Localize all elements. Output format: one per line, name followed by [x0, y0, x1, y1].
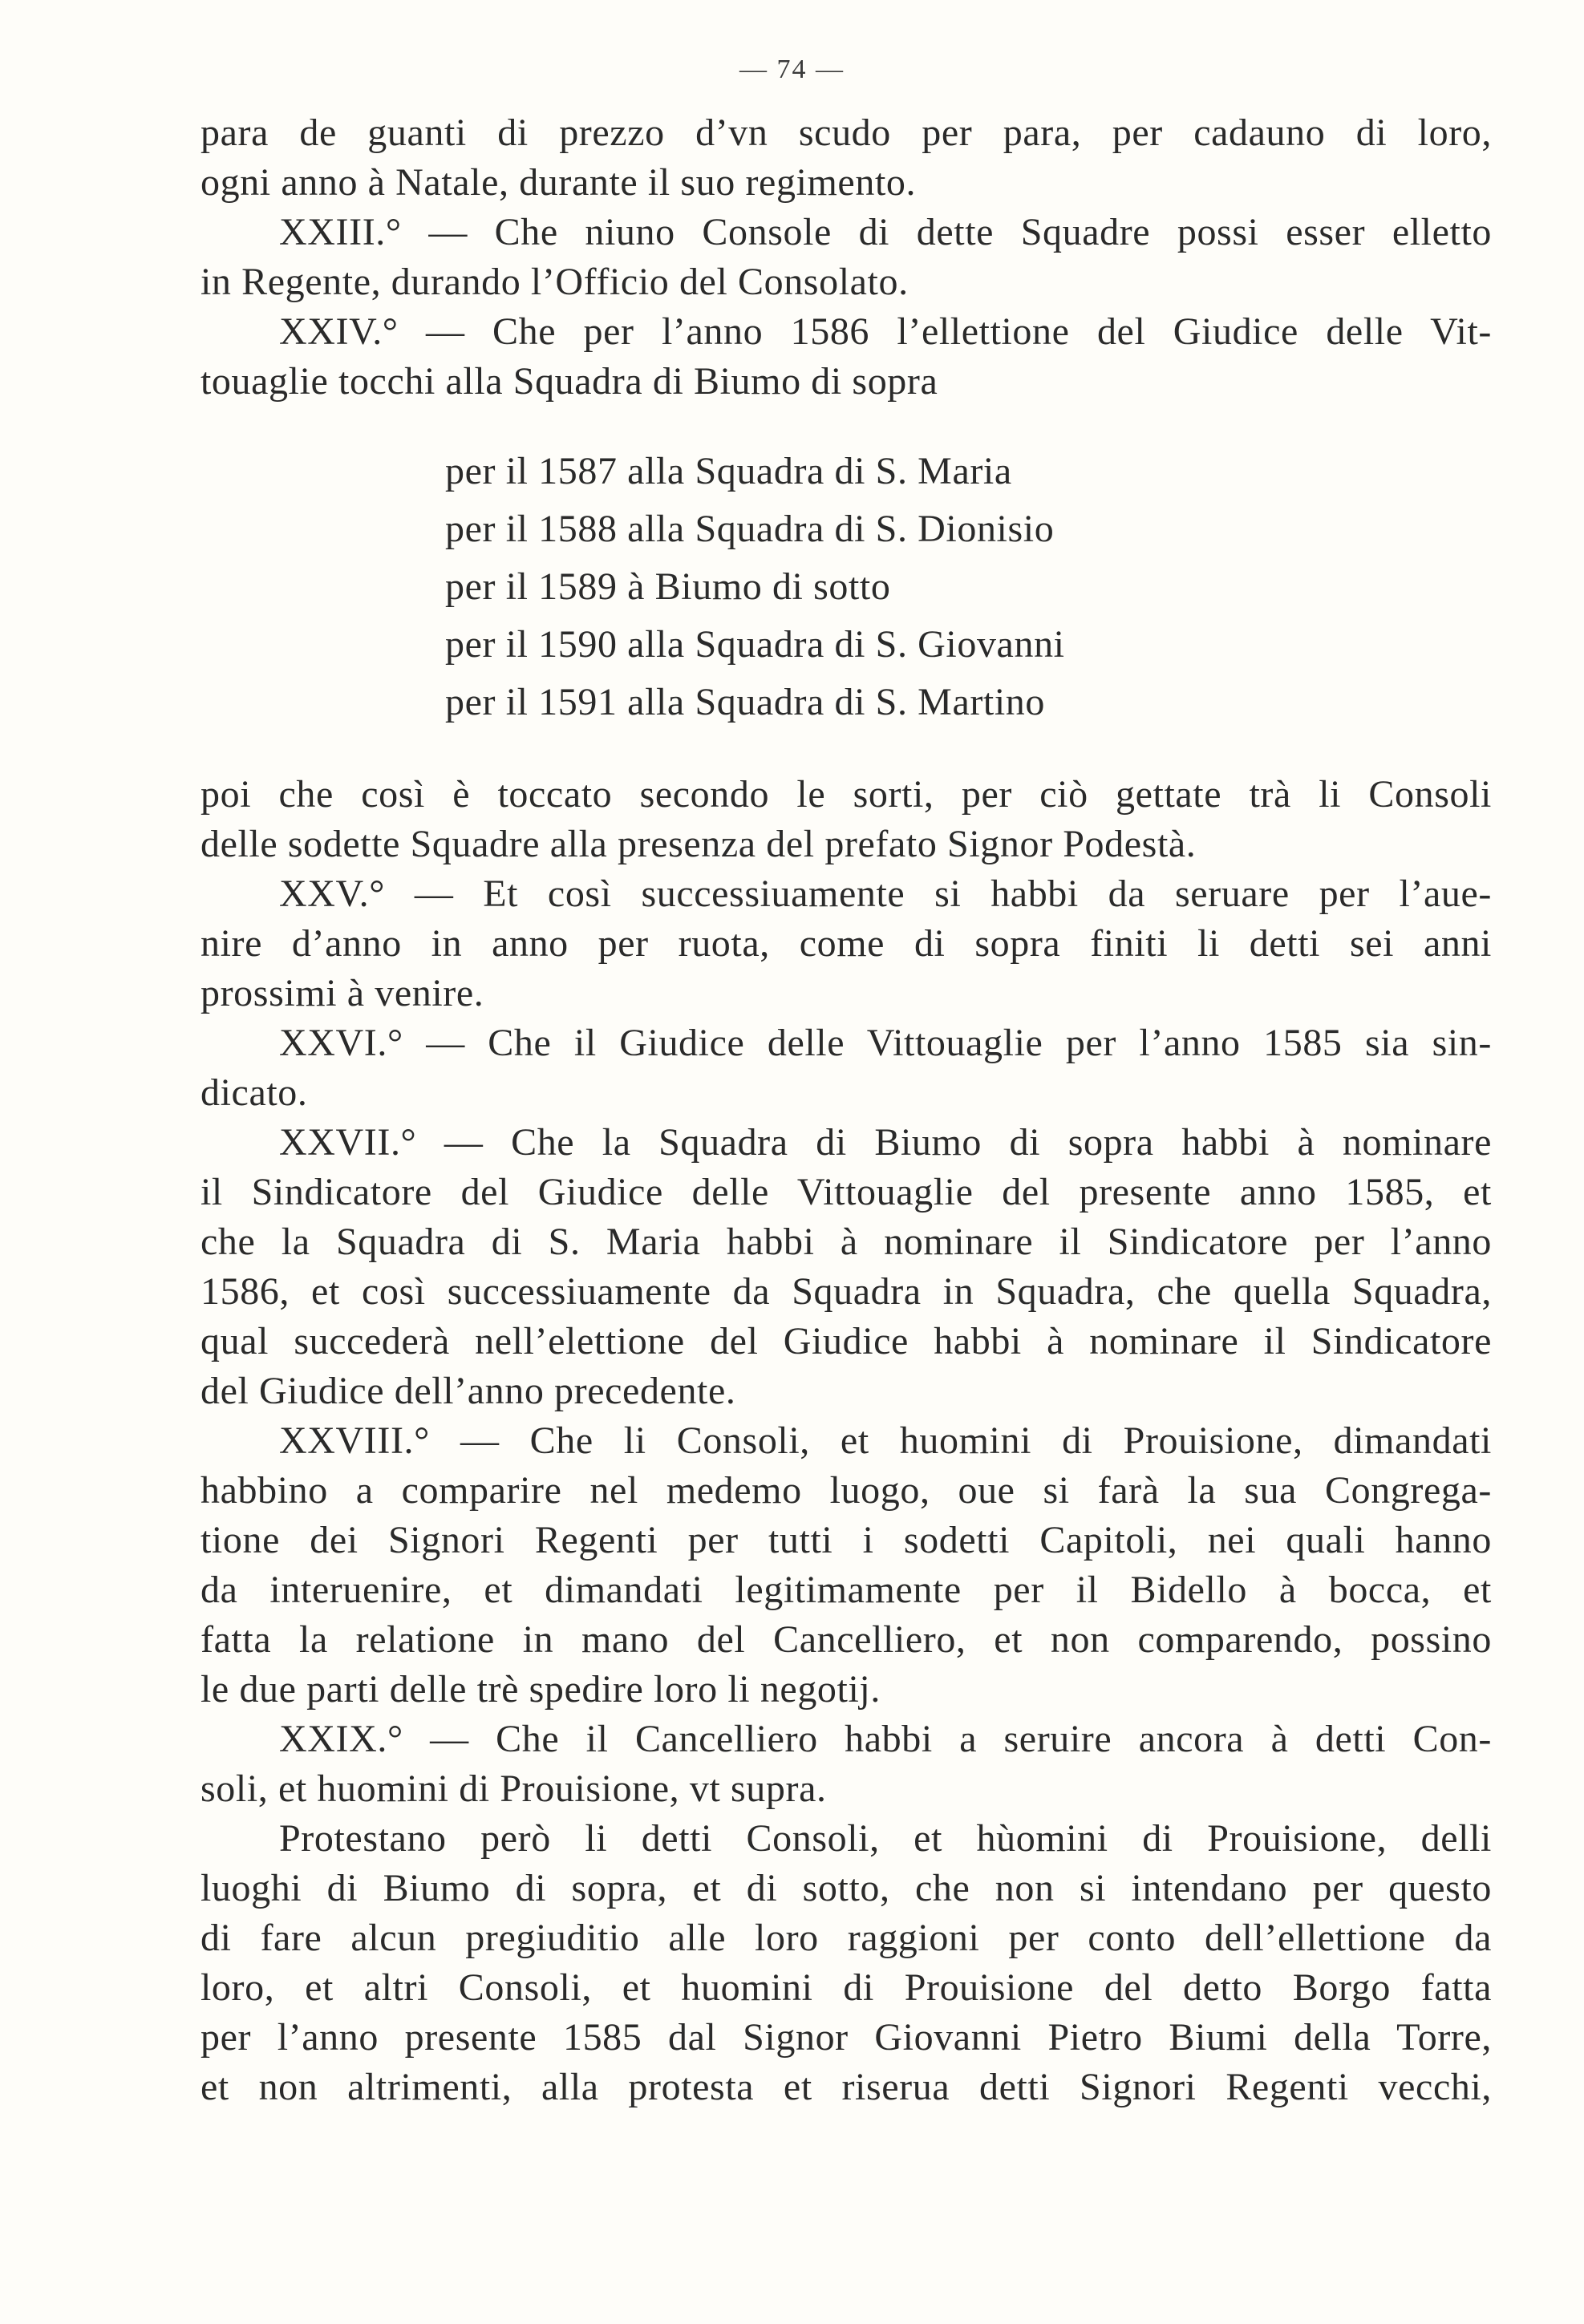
page-number: — 74 —	[739, 55, 845, 84]
text-line: XXIV.° — Che per l’anno 1586 l’ellettione del Giudice delle Vit-	[279, 310, 1492, 353]
text-line: XXIX.° — Che il Cancelliero habbi a seruire ancora à detti Con-	[279, 1718, 1492, 1760]
list-item: per il 1591 alla Squadra di S. Martino	[445, 681, 1046, 723]
text-line: touaglie tocchi alla Squadra di Biumo di sopra	[201, 360, 938, 403]
text-line: XXVII.° — Che la Squadra di Biumo di sopra habbi à nominare	[279, 1121, 1492, 1164]
text-line: et non altrimenti, alla protesta et riserua detti Signori Regenti vecchi,	[201, 2066, 1492, 2108]
text-line: para de guanti di prezzo d’vn scudo per para, per cadauno di loro,	[201, 111, 1492, 154]
text-line: XXV.° — Et così successiuamente si habbi da seruare per l’aue-	[279, 873, 1492, 915]
text-line: delle sodette Squadre alla presenza del prefato Signor Podestà.	[201, 823, 1197, 865]
text-line: qual succederà nell’elettione del Giudice habbi à nominare il Sindicatore	[201, 1320, 1492, 1362]
list-item: per il 1590 alla Squadra di S. Giovanni	[445, 623, 1065, 666]
list-item: per il 1588 alla Squadra di S. Dionisio	[445, 508, 1055, 550]
text-line: il Sindicatore del Giudice delle Vittouaglie del presente anno 1585, et	[201, 1171, 1492, 1213]
text-line: di fare alcun pregiuditio alle loro raggioni per conto dell’ellettione da	[201, 1917, 1492, 1959]
text-line: tione dei Signori Regenti per tutti i sodetti Capitoli, nei quali hanno	[201, 1519, 1492, 1561]
text-line: che la Squadra di S. Maria habbi à nominare il Sindicatore per l’anno	[201, 1221, 1492, 1263]
text-line: XXIII.° — Che niuno Console di dette Squadre possi esser elletto	[279, 211, 1492, 253]
list-item: per il 1589 à Biumo di sotto	[445, 565, 891, 608]
text-line: ogni anno à Natale, durante il suo regimento.	[201, 161, 917, 204]
text-line: le due parti delle trè spedire loro li negotij.	[201, 1668, 881, 1711]
text-line: per l’anno presente 1585 dal Signor Giovanni Pietro Biumi della Torre,	[201, 2016, 1492, 2059]
text-line: da interuenire, et dimandati legitimamente per il Bidello à bocca, et	[201, 1569, 1492, 1611]
text-line: habbino a comparire nel medemo luogo, oue si farà la sua Congrega-	[201, 1469, 1492, 1512]
text-line: luoghi di Biumo di sopra, et di sotto, che non si intendano per questo	[201, 1867, 1492, 1909]
text-line: soli, et huomini di Prouisione, vt supra.	[201, 1767, 827, 1810]
text-line: 1586, et così successiuamente da Squadra in Squadra, che quella Squadra,	[201, 1270, 1492, 1313]
text-line: Protestano però li detti Consoli, et hùomini di Prouisione, delli	[279, 1817, 1492, 1860]
text-line: del Giudice dell’anno precedente.	[201, 1370, 736, 1412]
year-assignment-list	[445, 443, 1065, 731]
text-block-upper	[201, 108, 1492, 407]
text-line: poi che così è toccato secondo le sorti, per ciò gettate trà li Consoli	[201, 773, 1492, 816]
list-item: per il 1587 alla Squadra di S. Maria	[445, 450, 1012, 492]
text-line: XXVIII.° — Che li Consoli, et huomini di Prouisione, dimandati	[279, 1419, 1492, 1462]
text-block-lower	[201, 770, 1492, 2112]
text-line: dicato.	[201, 1071, 308, 1114]
text-line: loro, et altri Consoli, et huomini di Prouisione del detto Borgo fatta	[201, 1966, 1492, 2009]
text-line: prossimi à venire.	[201, 972, 484, 1014]
text-line: fatta la relatione in mano del Cancelliero, et non comparendo, possino	[201, 1618, 1492, 1661]
text-line: in Regente, durando l’Officio del Consolato.	[201, 261, 909, 303]
text-line: nire d’anno in anno per ruota, come di sopra finiti li detti sei anni	[201, 922, 1492, 965]
text-line: XXVI.° — Che il Giudice delle Vittouaglie per l’anno 1585 sia sin-	[279, 1022, 1492, 1064]
